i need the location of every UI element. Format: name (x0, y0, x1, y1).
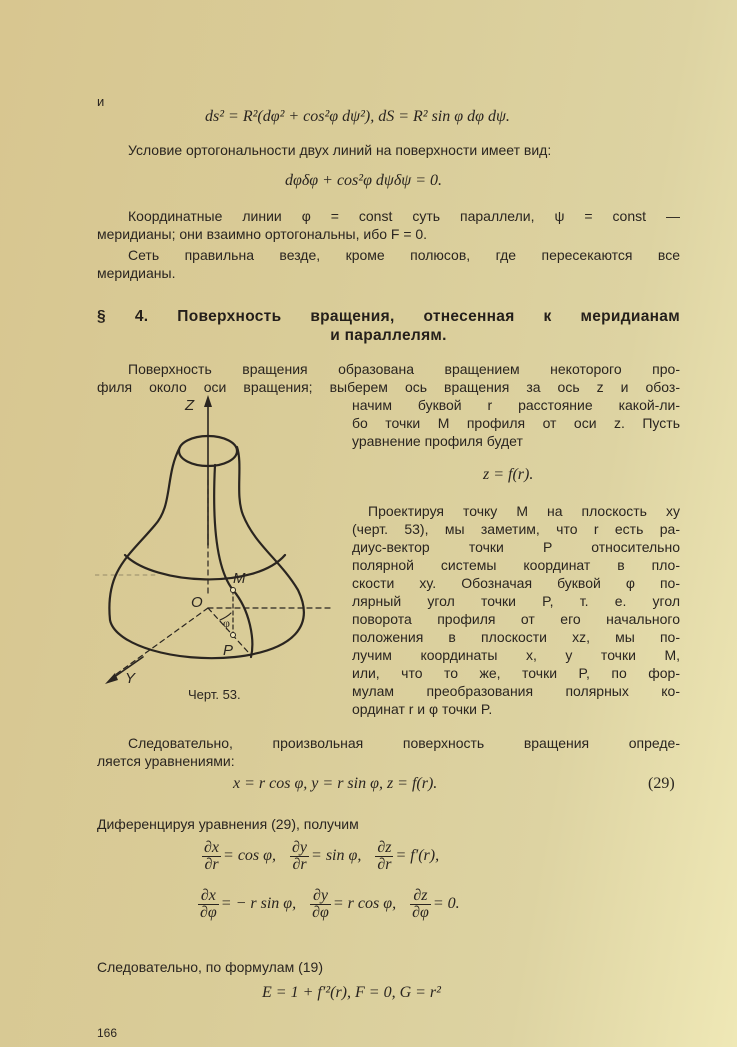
paragraph-surface-2: филя около оси вращения; выберем ось вращения за ось z и обоз- (97, 379, 680, 395)
bell-surface-diagram (95, 395, 345, 685)
fraction: $\frac{\partial x}{\partial r}$ (204, 839, 220, 873)
axis-label-y: Y (125, 670, 136, 685)
paragraph-project-line: лярный угол точки P, т. е. угол (352, 593, 680, 609)
equation-efg: E = 1 + f′²(r), F = 0, G = r² (262, 984, 441, 1001)
figure-caption: Черт. 53. (188, 687, 241, 702)
derivatives-row-2: $\frac{\partial x}{\partial\varphi}$ = − r sin φ, $\frac{\partial y}{\partial\varphi}$ = r cos φ, $\frac{\partial z}{\partial\varphi}$ = 0. (200, 887, 460, 921)
point-label-p: P (223, 642, 234, 659)
section-heading: § 4. Поверхность вращения, отнесенная к меридианам (97, 308, 680, 325)
point-label-o: O (191, 594, 203, 611)
paragraph-project-line: лучим координаты x, y точки M, (352, 647, 680, 663)
figure-surface-of-revolution (95, 395, 345, 685)
section-heading-continued: и параллелям. (330, 327, 447, 344)
axis-label-z: Z (185, 397, 195, 414)
paragraph-surface-3: начим буквой r расстояние какой-ли- (352, 397, 680, 413)
paragraph-surface-5: уравнение профиля будет (352, 433, 523, 449)
lead-word: и (97, 94, 105, 109)
equation-orthogonality: dφδφ + cos²φ dψδψ = 0. (285, 172, 443, 189)
fraction: $\frac{\partial y}{\partial\varphi}$ (312, 887, 329, 921)
paragraph-project-line: мулам преобразования полярных ко- (352, 683, 680, 699)
fraction: $\frac{\partial y}{\partial r}$ (292, 839, 308, 873)
page-number: 166 (97, 1026, 118, 1040)
paragraph-formulas: Следовательно, по формулам (19) (97, 959, 323, 975)
paragraph-surface-1: Поверхность вращения образована вращением некоторого про- (128, 361, 680, 377)
paragraph-project-line: поворота профиля от его начального (352, 611, 680, 627)
paragraph-therefore-2: ляется уравнениями: (97, 753, 235, 769)
equation-parametric: x = r cos φ, y = r sin φ, z = f(r). (233, 775, 438, 792)
fraction: $\frac{\partial x}{\partial\varphi}$ (200, 887, 217, 921)
paragraph-orthogonality: Условие ортогональности двух линий на поверхности имеет вид: (128, 142, 552, 158)
paragraph-therefore-1: Следовательно, произвольная поверхность вращения опреде- (128, 735, 680, 751)
equation-profile: z = f(r). (483, 466, 534, 483)
paragraph-coordinate-lines-1: Координатные линии φ = const суть параллели, ψ = const — (128, 208, 680, 224)
angle-label-phi: φ (223, 616, 230, 630)
fraction: $\frac{\partial z}{\partial r}$ (377, 839, 392, 873)
paragraph-project-line: Проектируя точку M на плоскость xy (368, 503, 680, 519)
derivatives-row-1: $\frac{\partial x}{\partial r}$ = cos φ, $\frac{\partial y}{\partial r}$ = sin φ, $\frac{\partial z}{\partial r}$ = f′(r), (204, 839, 440, 873)
equation-metric: ds² = R²(dφ² + cos²φ dψ²), dS = R² sin φ dφ dψ. (205, 108, 510, 125)
paragraph-project-line: (черт. 53), мы заметим, что r есть ра- (352, 521, 680, 537)
equation-number: (29) (648, 775, 675, 792)
paragraph-net-1: Сеть правильна везде, кроме полюсов, где пересекаются все (128, 247, 680, 263)
paragraph-net-2: меридианы. (97, 265, 176, 281)
fraction: $\frac{\partial z}{\partial\varphi}$ (412, 887, 429, 921)
paragraph-project-line: полярной системы координат в пло- (352, 557, 680, 573)
point-label-m: M (233, 570, 246, 587)
paragraph-project-line: ординат r и φ точки P. (352, 701, 493, 717)
paragraph-differentiate: Диференцируя уравнения (29), получим (97, 816, 359, 832)
paragraph-project-line: положения в плоскости xz, мы по- (352, 629, 680, 645)
paragraph-project-line: или, что то же, точки P, по фор- (352, 665, 680, 681)
paragraph-project-line: скости xy. Обозначая буквой φ по- (352, 575, 680, 591)
paragraph-project-line: диус-вектор точки P относительно (352, 539, 680, 555)
paragraph-surface-4: бо точки M профиля от оси z. Пусть (352, 415, 680, 431)
paragraph-coordinate-lines-2: меридианы; они взаимно ортогональны, ибо F = 0. (97, 226, 428, 242)
